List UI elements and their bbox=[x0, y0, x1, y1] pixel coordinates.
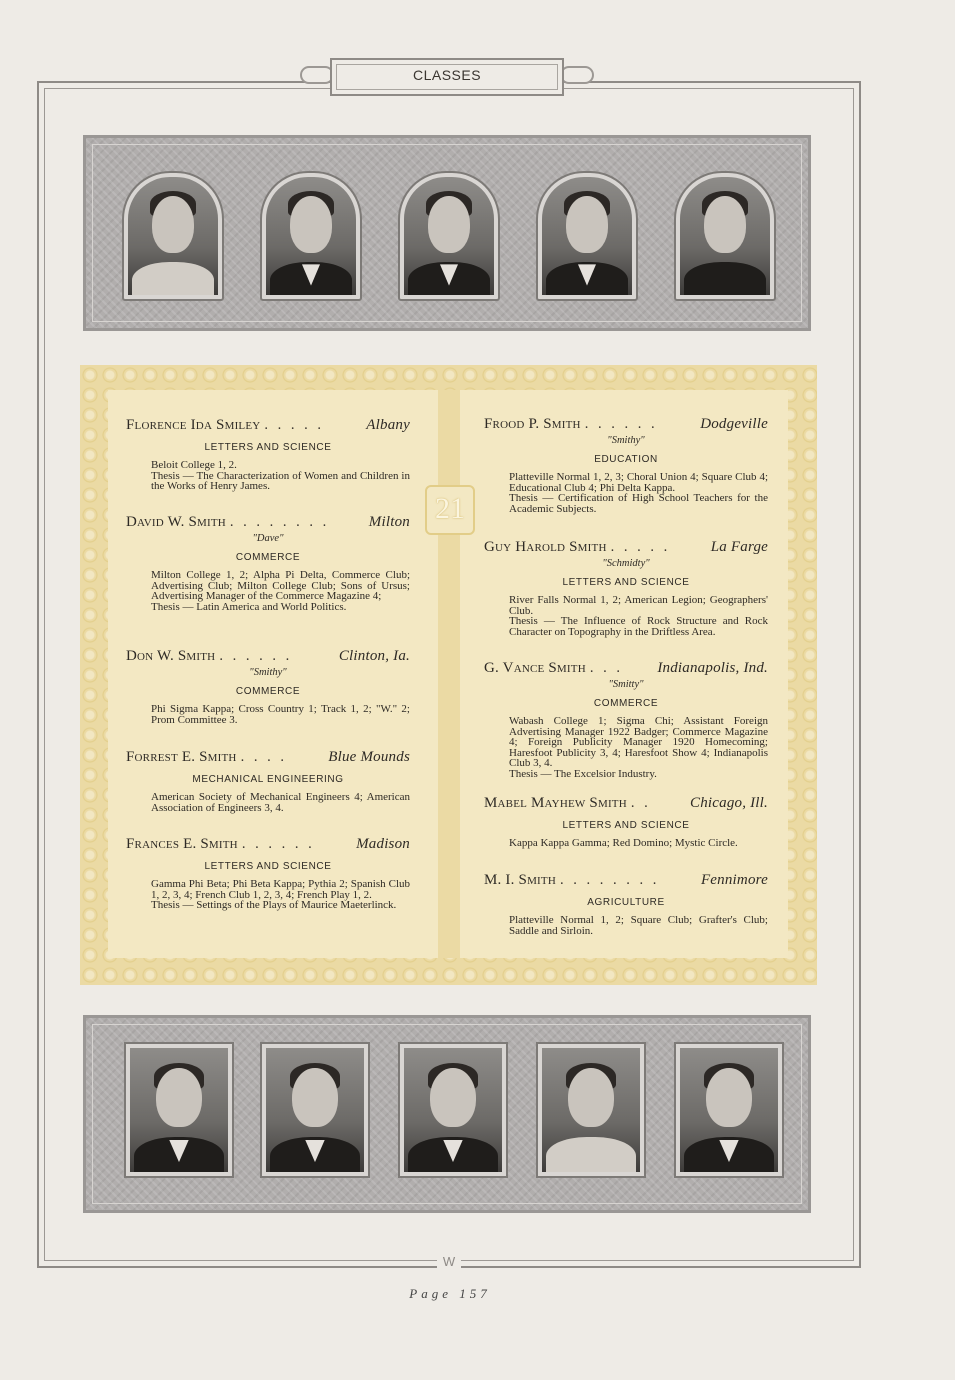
activities: Milton College 1, 2; Alpha Pi Delta, Commerce Club; Advertising Club; Milton College Club; Sons of Ursus; Advertising Manager of the Commerce Magazine 4; Thesis — Latin America and World Politics. bbox=[151, 569, 410, 613]
portrait-frood-smith bbox=[260, 171, 362, 301]
entry-frances-smith: Frances E. Smith . . . . . . Madison LETTERS AND SCIENCE Gamma Phi Beta; Phi Beta Kappa; Pythia 2; Spanish Club 1, 2, 3, 4; French Club 1, 2, 3, 4; French Play 1, 2. Thesis — Settings of the Plays of Maurice Maeterlinck. bbox=[126, 836, 410, 911]
department: COMMERCE bbox=[235, 552, 301, 563]
page-number: Page 157 bbox=[409, 1286, 491, 1301]
page-title: CLASSES bbox=[412, 67, 482, 83]
portrait-mabel-smith bbox=[536, 1042, 646, 1178]
department: AGRICULTURE bbox=[587, 897, 665, 908]
portrait-guy-smith bbox=[536, 171, 638, 301]
activities: Kappa Kappa Gamma; Red Domino; Mystic Circle. bbox=[509, 837, 738, 849]
portrait-g-vance-smith bbox=[260, 1042, 370, 1178]
department: LETTERS AND SCIENCE bbox=[562, 577, 690, 588]
nickname: "Smithy" bbox=[249, 667, 287, 678]
activities: Phi Sigma Kappa; Cross Country 1; Track 1, 2; "W." 2; Prom Committee 3. bbox=[151, 703, 410, 726]
department: COMMERCE bbox=[593, 698, 659, 709]
nickname: "Smitty" bbox=[608, 679, 644, 690]
activities: Gamma Phi Beta; Phi Beta Kappa; Pythia 2; Spanish Club 1, 2, 3, 4; French Club 1, 2, 3, 4; French Play 1, 2. Thesis — Settings of the Plays of Maurice Maeterlinck. bbox=[151, 878, 410, 911]
portrait-m-i-smith bbox=[674, 1042, 784, 1178]
header-ornament-right bbox=[560, 66, 594, 84]
portrait-frances-smith bbox=[674, 171, 776, 301]
department: LETTERS AND SCIENCE bbox=[204, 861, 332, 872]
activities: Platteville Normal 1, 2; Square Club; Grafter's Club; Saddle and Sirloin. bbox=[509, 914, 768, 937]
header-ornament-left bbox=[300, 66, 334, 84]
entry-m-i-smith: M. I. Smith . . . . . . . . Fennimore AGRICULTURE Platteville Normal 1, 2; Square Club; Grafter's Club; Saddle and Sirloin. bbox=[484, 872, 768, 937]
nickname: "Schmidty" bbox=[602, 558, 650, 569]
nickname: "Smithy" bbox=[607, 435, 645, 446]
portrait-forrest-smith bbox=[398, 1042, 508, 1178]
center-ornament-strip bbox=[438, 390, 460, 958]
portrait-don-smith bbox=[124, 1042, 234, 1178]
entry-guy-smith: Guy Harold Smith . . . . . La Farge "Schmidty" LETTERS AND SCIENCE River Falls Normal 1, 2; American Legion; Geographers' Club. Thesis — The Influence of Rock Structure and Rock Character on Topography in the Driftless Area. bbox=[484, 539, 768, 638]
activities: River Falls Normal 1, 2; American Legion; Geographers' Club. Thesis — The Influence of Rock Structure and Rock Character on Topography in the Driftless Area. bbox=[509, 594, 768, 638]
w-emblem-icon: W bbox=[437, 1254, 461, 1270]
department: MECHANICAL ENGINEERING bbox=[192, 774, 344, 785]
department: EDUCATION bbox=[594, 454, 658, 465]
activities: Beloit College 1, 2. Thesis — The Characterization of Women and Children in the Works of Henry James. bbox=[151, 459, 410, 492]
entry-mabel-smith: Mabel Mayhew Smith . . Chicago, Ill. LETTERS AND SCIENCE Kappa Kappa Gamma; Red Domino; Mystic Circle. bbox=[484, 795, 768, 849]
department: COMMERCE bbox=[235, 686, 301, 697]
top-portrait-band bbox=[83, 135, 811, 331]
activities: Wabash College 1; Sigma Chi; Assistant Foreign Advertising Manager 1922 Badger; Commerce Magazine 4; Foreign Publicity Manager 1920 Homecoming; Haresfoot Publicity 3, 4; Haresfoot Show 4; Indianapolis Club 3, 4. Thesis — The Excelsior Industry. bbox=[509, 715, 768, 780]
activities: Platteville Normal 1, 2, 3; Choral Union 4; Square Club 4; Educational Club 4; Phi Delta Kappa. Thesis — Certification of High School Teachers for the Academic Subjects. bbox=[509, 471, 768, 515]
portrait-florence-smiley bbox=[122, 171, 224, 301]
nickname: "Dave" bbox=[252, 533, 284, 544]
department: LETTERS AND SCIENCE bbox=[562, 820, 690, 831]
activities: American Society of Mechanical Engineers 4; American Association of Engineers 3, 4. bbox=[151, 791, 410, 814]
entry-florence-smiley: Florence Ida Smiley . . . . . Albany LETTERS AND SCIENCE Beloit College 1, 2. Thesis — The Characterization of Women and Children in the Works of Henry James. bbox=[126, 417, 410, 492]
entry-forrest-smith: Forrest E. Smith . . . . Blue Mounds MECHANICAL ENGINEERING American Society of Mechanical Engineers 4; American Association of Engineers 3, 4. bbox=[126, 749, 410, 814]
entry-david-smith: David W. Smith . . . . . . . . Milton "Dave" COMMERCE Milton College 1, 2; Alpha Pi Delta, Commerce Club; Advertising Club; Milton College Club; Sons of Ursus; Advertising Manager of the Commerce Magazine 4; Thesis — Latin America and World Politics. bbox=[126, 514, 410, 613]
entry-don-smith: Don W. Smith . . . . . . Clinton, Ia. "Smithy" COMMERCE Phi Sigma Kappa; Cross Country 1; Track 1, 2; "W." 2; Prom Committee 3. bbox=[126, 648, 410, 726]
entry-frood-smith: Frood P. Smith . . . . . . Dodgeville "Smithy" EDUCATION Platteville Normal 1, 2, 3; Choral Union 4; Square Club 4; Educational Club 4; Phi Delta Kappa. Thesis — Certification of High School Teachers for the Academic Subjects. bbox=[484, 416, 768, 515]
bottom-portrait-band bbox=[83, 1015, 811, 1213]
department: LETTERS AND SCIENCE bbox=[204, 442, 332, 453]
class-year-badge: 21 bbox=[425, 485, 475, 535]
entry-g-vance-smith: G. Vance Smith . . . Indianapolis, Ind. "Smitty" COMMERCE Wabash College 1; Sigma Chi; Assistant Foreign Advertising Manager 1922 Badger; Commerce Magazine 4; Foreign Publicity Manager 1920 Homecoming; Haresfoot Publicity 3, 4; Haresfoot Show 4; Indianapolis Club 3, 4. Thesis — The Excelsior Industry. bbox=[484, 660, 768, 780]
portrait-david-smith bbox=[398, 171, 500, 301]
